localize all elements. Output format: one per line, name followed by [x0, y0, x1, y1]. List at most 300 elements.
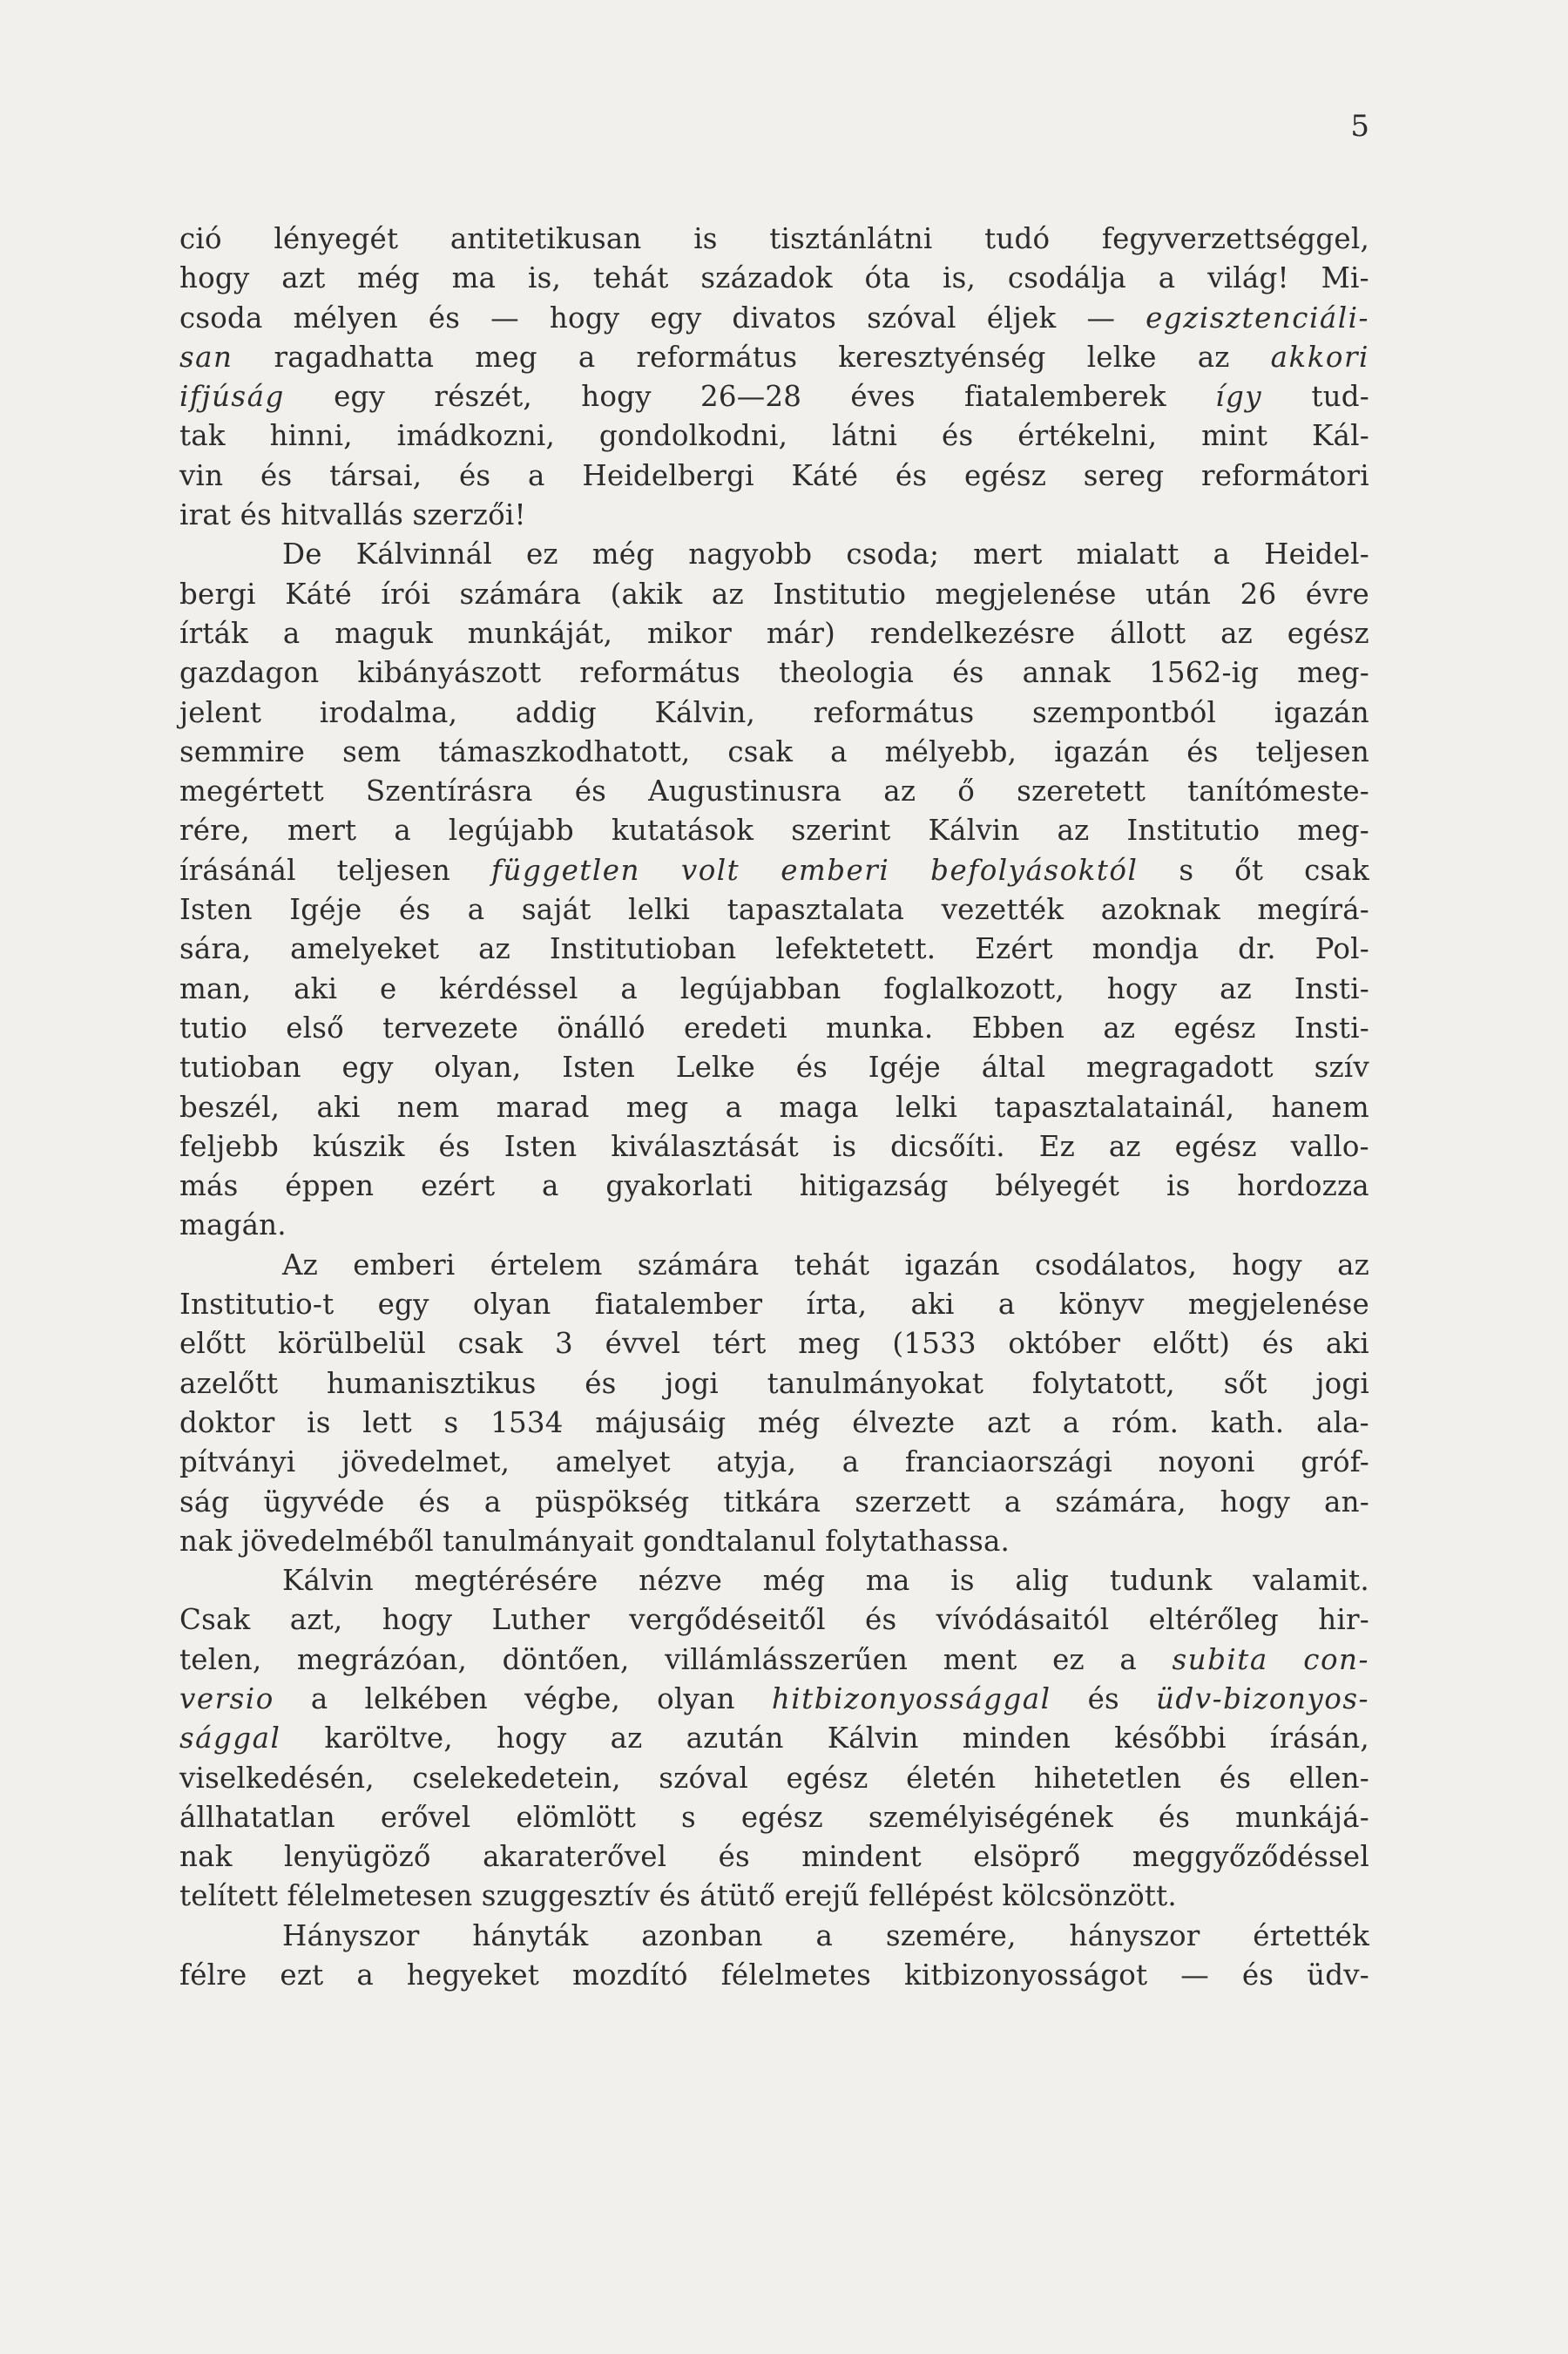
word: hogy — [581, 380, 652, 414]
word: igazán — [1274, 695, 1369, 729]
word: folytatott, — [1031, 1366, 1175, 1400]
word: szóval — [867, 301, 956, 335]
word: szerzői! — [412, 498, 526, 532]
word: doktor — [179, 1405, 275, 1439]
word: jövedelméből — [241, 1524, 434, 1558]
word: s — [443, 1405, 459, 1439]
word: református — [579, 656, 741, 690]
word: 1562-ig — [1148, 656, 1260, 690]
word: Institutio — [773, 577, 907, 611]
word: az — [1057, 814, 1090, 848]
word: egész — [1174, 1129, 1257, 1163]
text-line — [179, 693, 1369, 733]
word: 26—28 — [700, 380, 802, 414]
word: kúszik — [312, 1129, 405, 1163]
word: s — [1179, 853, 1194, 887]
word: akaraterővel — [483, 1840, 667, 1874]
word: feljebb — [179, 1129, 279, 1163]
word: amelyet — [555, 1445, 671, 1479]
word: sőt — [1223, 1366, 1267, 1400]
word: Institutio-t — [179, 1288, 335, 1322]
word: írták — [179, 616, 249, 650]
word: munkáját, — [467, 616, 613, 650]
word: (1533 — [892, 1327, 977, 1361]
text-line — [179, 1088, 1369, 1127]
word: mindent — [801, 1840, 922, 1874]
word: egész — [1173, 1011, 1256, 1045]
word: szóval — [659, 1761, 748, 1795]
word: Káté — [791, 458, 859, 492]
word: legújabb — [448, 814, 574, 848]
word: mikor — [646, 616, 732, 650]
text-line — [179, 1877, 1369, 1916]
word: későbbi — [1114, 1722, 1227, 1755]
word: és — [398, 893, 431, 927]
word: és — [1219, 1761, 1252, 1795]
word: tapasztalata — [727, 893, 905, 927]
word: félelmetesen — [287, 1879, 473, 1913]
word: májusáig — [595, 1405, 727, 1439]
word: semmire — [179, 734, 306, 768]
word: jogi — [1315, 1366, 1369, 1400]
word: meg- — [1297, 656, 1369, 690]
word: telített — [179, 1879, 279, 1913]
word: foglalkozott, — [883, 971, 1064, 1005]
word: kérdéssel — [439, 971, 578, 1005]
text-line — [179, 614, 1369, 653]
word: és — [438, 1129, 470, 1163]
word: és — [942, 419, 974, 453]
word: egész — [963, 458, 1047, 492]
word: ala- — [1315, 1405, 1369, 1439]
word: (akik — [610, 577, 683, 611]
word: azt — [281, 261, 326, 295]
word: szeretett — [1017, 775, 1146, 808]
word: Mi- — [1321, 261, 1369, 295]
word: azelőtt — [179, 1366, 279, 1400]
word: lényegét — [274, 222, 399, 255]
word: is, — [528, 261, 562, 295]
text-line — [179, 1324, 1369, 1363]
text-line — [179, 1759, 1369, 1798]
word: személyiségének — [868, 1800, 1113, 1834]
word: fiatalember — [594, 1288, 763, 1322]
text-line — [179, 1483, 1369, 1522]
word: munkájá- — [1235, 1800, 1369, 1834]
word: gondolkodni, — [598, 419, 788, 453]
word: folytathassa. — [825, 1524, 1010, 1558]
word: szemére, — [885, 1918, 1017, 1952]
word: imádkozni, — [396, 419, 556, 453]
word: hihetetlen — [1033, 1761, 1182, 1795]
word: bergi — [179, 577, 256, 611]
word: — — [490, 301, 519, 335]
word: és — [1241, 1958, 1274, 1992]
word: írói — [381, 577, 431, 611]
word: nagyobb — [688, 538, 813, 572]
text-line — [179, 1443, 1369, 1482]
text-line — [179, 1364, 1369, 1404]
word: a — [1213, 538, 1231, 572]
text-line — [179, 259, 1369, 298]
word: az — [1337, 1248, 1369, 1282]
word: róm. — [1112, 1405, 1179, 1439]
word: Heidelbergi — [582, 458, 754, 492]
word: Isten — [504, 1129, 578, 1163]
word: mozdító — [572, 1958, 688, 1992]
word: Kálvinnál — [355, 538, 492, 572]
word: nak — [179, 1840, 233, 1874]
word: éppen — [285, 1169, 375, 1203]
word: püspökség — [535, 1485, 690, 1519]
word: azután — [686, 1722, 784, 1755]
word: hogy — [179, 261, 250, 295]
word: igazán — [904, 1248, 1000, 1282]
word: lelkében — [364, 1681, 489, 1715]
word: kitbizonyosságot — [903, 1958, 1148, 1992]
italic-word: így — [1215, 380, 1263, 414]
italic-word: egzisztenciáli- — [1146, 301, 1369, 335]
text-line — [179, 1048, 1369, 1087]
word: kath. — [1210, 1405, 1285, 1439]
word: október — [1008, 1327, 1121, 1361]
word: lelki — [627, 893, 691, 927]
word: Hányszor — [282, 1918, 420, 1952]
word: szempontból — [1031, 695, 1217, 729]
word: mélyebb, — [884, 734, 1017, 768]
word: divatos — [732, 301, 837, 335]
word: és — [240, 498, 272, 532]
word: igazán — [1054, 734, 1150, 768]
word: ügyvéde — [263, 1485, 385, 1519]
word: még — [758, 1405, 821, 1439]
word: nézve — [639, 1564, 723, 1598]
word: hogy — [1232, 1248, 1302, 1282]
word: és — [458, 458, 491, 492]
word: Ezért — [975, 932, 1053, 966]
word: vergődéseitől — [629, 1603, 826, 1637]
word: református — [813, 695, 975, 729]
word: látni — [832, 419, 898, 453]
word: lett — [362, 1405, 412, 1439]
word: lelke — [1086, 340, 1157, 374]
word: meg — [798, 1327, 861, 1361]
text-line — [179, 220, 1369, 259]
italic-word: független — [491, 853, 640, 887]
word: humanisztikus — [326, 1366, 537, 1400]
word: jelent — [179, 695, 262, 729]
word: ragadhatta — [274, 340, 435, 374]
word: századok — [700, 261, 833, 295]
word: jövedelmet, — [341, 1445, 510, 1479]
word: számára, — [1055, 1485, 1186, 1519]
word: Szentírásra — [365, 775, 533, 808]
word: ció — [179, 222, 222, 255]
word: dicsőíti. — [890, 1129, 1005, 1163]
word: hitigazság — [799, 1169, 949, 1203]
word: lelki — [896, 1090, 958, 1124]
word: meg- — [1297, 814, 1369, 848]
word: hányták — [472, 1918, 589, 1952]
text-line — [179, 851, 1369, 890]
word: hegyeket — [406, 1958, 540, 1992]
word: azonban — [641, 1918, 763, 1952]
word: Isten — [562, 1051, 635, 1085]
word: kutatások — [611, 814, 754, 848]
word: egy — [341, 1051, 394, 1085]
word: tudó — [984, 222, 1051, 255]
word: sem — [342, 734, 402, 768]
word: előtt) — [1152, 1327, 1231, 1361]
word: Lelke — [675, 1051, 755, 1085]
word: teljesen — [1255, 734, 1369, 768]
word: lefektetett. — [775, 932, 936, 966]
word: a — [356, 1958, 374, 1992]
word: franciaországi — [904, 1445, 1113, 1479]
word: ő — [957, 775, 975, 808]
word: Institutio — [1126, 814, 1260, 848]
word: kibányászott — [357, 656, 542, 690]
word: cselekedetein, — [412, 1761, 621, 1795]
word: aki — [294, 971, 338, 1005]
word: man, — [179, 971, 252, 1005]
word: tért — [712, 1327, 767, 1361]
word: egész — [786, 1761, 868, 1795]
text-line — [179, 1285, 1369, 1324]
word: világ! — [1207, 261, 1289, 295]
word: villámlásszerűen — [665, 1642, 909, 1676]
text-line — [179, 1404, 1369, 1443]
word: hányszor — [1069, 1918, 1200, 1952]
word: kiválasztását — [611, 1129, 799, 1163]
text-line — [179, 416, 1369, 456]
word: szerint — [791, 814, 891, 848]
word: éljek — [986, 301, 1057, 335]
word: református — [636, 340, 798, 374]
word: könyv — [1058, 1288, 1145, 1322]
word: meg — [475, 340, 537, 374]
word: magán. — [179, 1208, 287, 1242]
word: rendelkezésre — [869, 616, 1076, 650]
word: hordozza — [1237, 1169, 1369, 1203]
word: vallo- — [1290, 1129, 1369, 1163]
word: döntően, — [502, 1642, 630, 1676]
word: mert — [973, 538, 1043, 572]
word: fellépést — [868, 1879, 993, 1913]
word: egész — [740, 1800, 823, 1834]
word: Ez — [1038, 1129, 1075, 1163]
word: a — [483, 1485, 502, 1519]
text-line — [179, 1956, 1369, 1995]
word: tehát — [592, 261, 669, 295]
word: ma — [451, 261, 497, 295]
word: még — [591, 538, 655, 572]
text-line — [179, 457, 1369, 496]
word: társai, — [329, 458, 422, 492]
word: tutioban — [179, 1051, 301, 1085]
word: a — [282, 616, 301, 650]
italic-word: subita — [1172, 1642, 1268, 1676]
word: Kálvin — [282, 1564, 374, 1598]
word: és — [1186, 734, 1219, 768]
word: mélyen — [293, 301, 398, 335]
word: és — [718, 1840, 750, 1874]
word: keresztyénség — [838, 340, 1046, 374]
word: jogi — [665, 1366, 719, 1400]
italic-word: hitbizonyossággal — [771, 1681, 1051, 1715]
word: értelem — [490, 1248, 603, 1282]
word: és — [1261, 1327, 1294, 1361]
word: Insti- — [1294, 1011, 1369, 1045]
word: az — [1103, 1011, 1136, 1045]
word: egy — [334, 380, 386, 414]
word: erejű — [784, 1879, 860, 1913]
word: írta, — [806, 1288, 868, 1322]
word: gondtalanul — [643, 1524, 816, 1558]
word: emberi — [353, 1248, 456, 1282]
word: ez — [525, 538, 558, 572]
word: csoda; — [846, 538, 940, 572]
word: első — [286, 1011, 344, 1045]
word: átütő — [700, 1879, 776, 1913]
word: meg — [625, 1090, 689, 1124]
word: pítványi — [179, 1445, 296, 1479]
word: állhatatlan — [179, 1800, 335, 1834]
text-line — [179, 1206, 1369, 1245]
word: által — [981, 1051, 1046, 1085]
word: értékelni, — [1017, 419, 1158, 453]
word: a — [1119, 1642, 1137, 1676]
text-line — [179, 1837, 1369, 1877]
text-line — [179, 1522, 1369, 1561]
text-line — [179, 811, 1369, 850]
word: szerzett — [855, 1485, 970, 1519]
italic-word: san — [179, 340, 233, 374]
word: a — [578, 340, 596, 374]
word: gróf- — [1301, 1445, 1369, 1479]
word: Az — [282, 1248, 318, 1282]
word: vívódásaitól — [936, 1603, 1110, 1637]
word: theologia — [779, 656, 915, 690]
word: Augustinusra — [648, 775, 842, 808]
text-line — [179, 377, 1369, 416]
word: a — [528, 458, 545, 492]
word: írásánál — [179, 853, 296, 887]
word: 1534 — [490, 1405, 564, 1439]
word: tanulmányait — [443, 1524, 634, 1558]
word: beszél, — [179, 1090, 280, 1124]
page-number: 5 — [1350, 109, 1369, 144]
word: Csak — [179, 1603, 251, 1637]
word: elömlött — [516, 1800, 637, 1834]
word: az — [1108, 1129, 1141, 1163]
word: megjelenése — [1187, 1288, 1369, 1322]
word: s — [680, 1800, 696, 1834]
italic-word: üdv-bizonyos- — [1156, 1681, 1369, 1715]
word: valamit. — [1253, 1564, 1369, 1598]
word: megértett — [179, 775, 324, 808]
text-line — [179, 299, 1369, 338]
word: ezért — [421, 1169, 496, 1203]
word: nem — [396, 1090, 460, 1124]
word: részét, — [434, 380, 532, 414]
word: Igéje — [868, 1051, 941, 1085]
text-line — [179, 1680, 1369, 1719]
word: dr. — [1238, 932, 1276, 966]
word: aki — [910, 1288, 955, 1322]
word: bélyegét — [995, 1169, 1120, 1203]
italic-word: akkori — [1270, 340, 1369, 374]
text-line — [179, 970, 1369, 1009]
word: karöltve, — [324, 1722, 453, 1755]
word: állott — [1110, 616, 1186, 650]
word: aki — [1325, 1327, 1369, 1361]
word: Igéje — [289, 893, 362, 927]
word: maguk — [335, 616, 433, 650]
word: elsöprő — [973, 1840, 1081, 1874]
word: olyan, — [434, 1051, 522, 1085]
word: hogy — [1220, 1485, 1291, 1519]
word: és — [952, 656, 984, 690]
word: meggyőződéssel — [1132, 1840, 1369, 1874]
italic-word: befolyásoktól — [930, 853, 1139, 887]
word: olyan — [472, 1288, 551, 1322]
word: végbe, — [524, 1681, 621, 1715]
word: a — [467, 893, 485, 927]
word: évvel — [605, 1327, 681, 1361]
word: Isten — [179, 893, 253, 927]
word: évre — [1305, 577, 1369, 611]
word: is, — [942, 261, 976, 295]
word: azt, — [289, 1603, 343, 1637]
word: élvezte — [852, 1405, 956, 1439]
word: megjelenése — [935, 577, 1117, 611]
word: a — [1062, 1405, 1080, 1439]
word: ment — [943, 1642, 1017, 1676]
word: Kálvin — [827, 1722, 919, 1755]
text-line — [179, 1640, 1369, 1680]
word: tak — [179, 419, 226, 453]
word: gyakorlati — [605, 1169, 753, 1203]
word: teljesen — [336, 853, 451, 887]
word: és — [574, 775, 606, 808]
word: az — [1220, 971, 1252, 1005]
word: e — [380, 971, 397, 1005]
italic-word: ifjúság — [179, 380, 285, 414]
word: csoda — [179, 301, 263, 335]
word: 26 — [1240, 577, 1277, 611]
word: annak — [1022, 656, 1111, 690]
word: a — [830, 734, 848, 768]
word: noyoni — [1158, 1445, 1255, 1479]
word: a — [725, 1090, 743, 1124]
word: és — [260, 458, 293, 492]
word: is — [307, 1405, 331, 1439]
word: üdv- — [1307, 1958, 1369, 1992]
text-line — [179, 653, 1369, 693]
word: még — [357, 261, 420, 295]
word: eltérőleg — [1148, 1603, 1279, 1637]
word: Heidel- — [1264, 538, 1369, 572]
word: ság — [179, 1485, 230, 1519]
word: aki — [316, 1090, 361, 1124]
word: mialatt — [1076, 538, 1179, 572]
word: életén — [906, 1761, 997, 1795]
word: erővel — [380, 1800, 471, 1834]
word: a — [310, 1681, 328, 1715]
word: Insti- — [1294, 971, 1369, 1005]
word: tapasztalatainál, — [994, 1090, 1235, 1124]
